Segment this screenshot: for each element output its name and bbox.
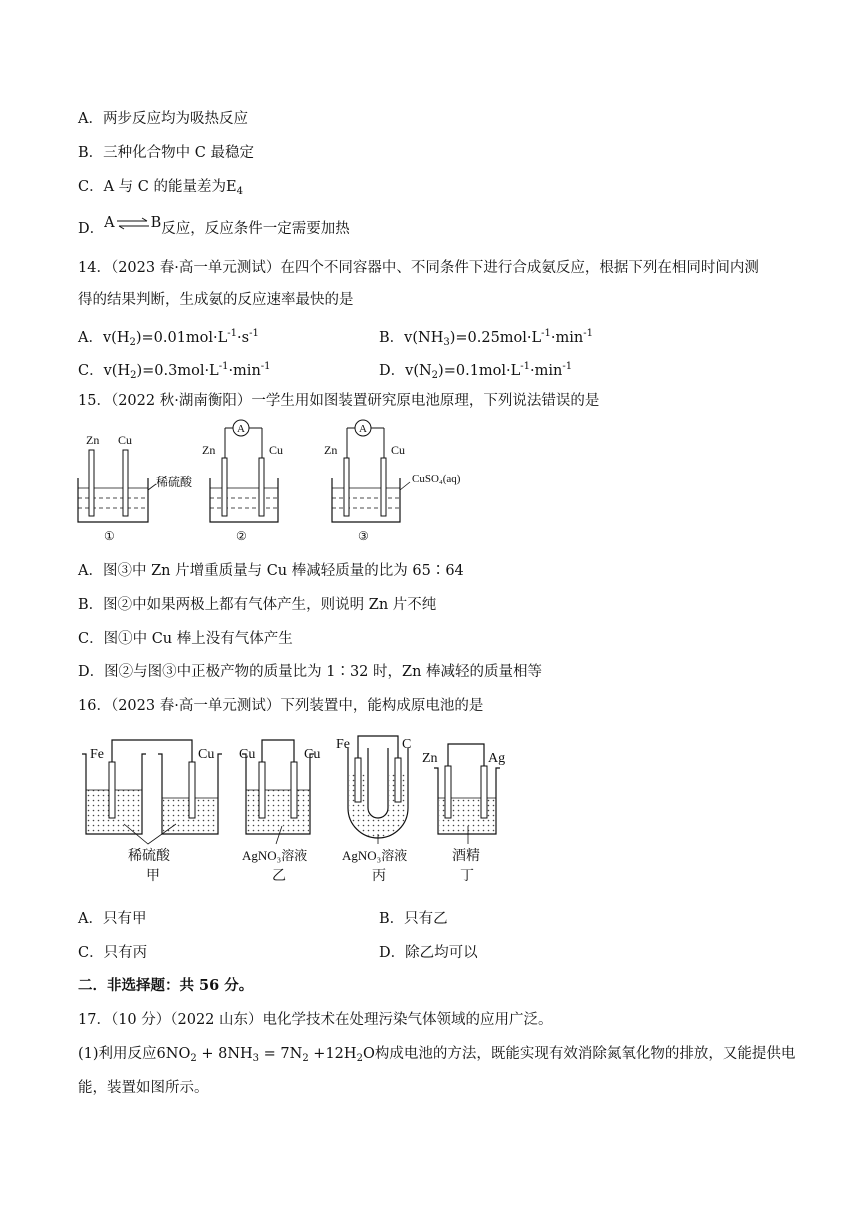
q17-part1-line1 bbox=[78, 1044, 795, 1069]
q16-bing-caption: 丙 bbox=[372, 869, 386, 884]
eq-term-a: 6NO bbox=[156, 1046, 191, 1062]
q13-option-c-text: C．A 与 C 的能量差为 bbox=[78, 179, 226, 195]
q14-b-mid2: ·min bbox=[550, 330, 584, 346]
eq-term-b: + 8NH bbox=[196, 1046, 253, 1062]
q16-bing-c-label: C bbox=[402, 737, 412, 752]
q16-jia-cu-label: Cu bbox=[198, 747, 215, 762]
q15-fig1-acid-label: 稀硫酸 bbox=[156, 475, 193, 489]
q14-option-c bbox=[78, 357, 271, 386]
q16-yi-cu-left-label: Cu bbox=[239, 747, 256, 762]
q13-option-a: A．两步反应均为吸热反应 bbox=[78, 111, 248, 127]
q15-figure bbox=[70, 418, 510, 548]
eq-term-b-sub: 3 bbox=[252, 1053, 260, 1064]
eq-term-a-sub: 2 bbox=[190, 1053, 197, 1064]
q14-d-sup2: -1 bbox=[562, 361, 573, 372]
q17-stem: 17．（10 分）（2022 山东）电化学技术在处理污染气体领域的应用广泛。 bbox=[78, 1012, 553, 1028]
q14-c-sup2: -1 bbox=[260, 361, 271, 372]
q16-option-c: C．只有丙 bbox=[78, 945, 148, 961]
q14-c-pre: C．v(H bbox=[78, 363, 131, 379]
q13-option-d-label: D． bbox=[78, 221, 105, 237]
q16-option-b: B．只有乙 bbox=[379, 911, 448, 927]
q16-option-d: D．除乙均可以 bbox=[379, 945, 478, 961]
q14-d-mid: )=0.1mol·L bbox=[438, 363, 521, 379]
eq-term-d-sub: 2 bbox=[356, 1053, 363, 1064]
q14-a-pre: A．v(H bbox=[78, 330, 130, 346]
section-heading: 二．非选择题：共 56 分。 bbox=[78, 977, 254, 994]
q16-stem: 16．（2023 春·高一单元测试）下列装置中，能构成原电池的是 bbox=[78, 698, 484, 714]
reversible-arrow-icon bbox=[115, 217, 151, 231]
q15-fig3-zn-label: Zn bbox=[324, 443, 338, 457]
eq-term-c-sub: 2 bbox=[302, 1053, 309, 1064]
q13-option-d-text: 反应，反应条件一定需要加热 bbox=[161, 221, 350, 237]
q15-option-a: A．图③中 Zn 片增重质量与 Cu 棒减轻质量的比为 65∶64 bbox=[78, 563, 464, 579]
q13-reversible-b: B bbox=[150, 215, 162, 231]
q14-b-sup1: -1 bbox=[541, 328, 551, 339]
q15-fig1-cu-label: Cu bbox=[118, 433, 133, 447]
q15-fig1-number: ① bbox=[104, 529, 115, 543]
q14-d-sup1: -1 bbox=[520, 361, 531, 372]
q14-stem-line1: 14．（2023 春·高一单元测试）在四个不同容器中、不同条件下进行合成氨反应，根据下列在相同时间内测 bbox=[78, 260, 759, 276]
q13-option-c bbox=[78, 177, 243, 202]
q15-fig3-ammeter-label: A bbox=[359, 423, 367, 435]
q14-c-sup1: -1 bbox=[218, 361, 229, 372]
q16-yi-cu-right-label: Cu bbox=[304, 747, 321, 762]
q15-fig2-zn-label: Zn bbox=[202, 443, 216, 457]
q14-a-mid: )=0.01mol·L bbox=[135, 330, 228, 346]
q14-a-sup1: -1 bbox=[227, 328, 238, 339]
q17-part1-suffix: 构成电池的方法，既能实现有效消除氮氧化物的排放，又能提供电 bbox=[374, 1046, 796, 1062]
q14-c-sub: 2 bbox=[130, 370, 137, 381]
q13-reversible-a: A bbox=[104, 215, 115, 231]
q16-bing-agno3-label: AgNO₃溶液 bbox=[342, 848, 408, 863]
eq-term-e: O bbox=[362, 1046, 375, 1062]
q14-stem-line2: 得的结果判断，生成氨的反应速率最快的是 bbox=[78, 292, 354, 308]
q14-a-sub: 2 bbox=[129, 337, 136, 348]
q16-bing-fe-label: Fe bbox=[336, 737, 350, 752]
q15-fig1-zn-label: Zn bbox=[86, 433, 100, 447]
eq-term-d: +12H bbox=[308, 1046, 357, 1062]
q14-b-pre: B．v(NH bbox=[379, 330, 444, 346]
q14-b-mid: )=0.25mol·L bbox=[449, 330, 542, 346]
q16-ding-ag-label: Ag bbox=[488, 751, 506, 766]
q15-stem: 15．（2022 秋·湖南衡阳）一学生用如图装置研究原电池原理，下列说法错误的是 bbox=[78, 393, 600, 409]
q16-jia-caption: 甲 bbox=[146, 869, 160, 884]
q14-option-d bbox=[379, 357, 572, 386]
q13-option-b: B．三种化合物中 C 最稳定 bbox=[78, 145, 254, 161]
q15-option-b: B．图②中如果两极上都有气体产生，则说明 Zn 片不纯 bbox=[78, 597, 437, 613]
q15-fig3-number: ③ bbox=[358, 529, 369, 543]
q15-option-d: D．图②与图③中正极产物的质量比为 1∶32 时，Zn 棒减轻的质量相等 bbox=[78, 664, 543, 680]
q16-option-a: A．只有甲 bbox=[78, 911, 147, 927]
q15-fig2-cu-label: Cu bbox=[269, 443, 284, 457]
q13-energy-subscript: 4 bbox=[236, 186, 243, 197]
q14-d-sub: 2 bbox=[431, 370, 439, 381]
q16-yi-caption: 乙 bbox=[272, 869, 286, 884]
q15-fig3-cu-label: Cu bbox=[391, 443, 406, 457]
q14-d-mid2: ·min bbox=[530, 363, 563, 379]
q15-fig3-cuso4-label: CuSO₄(aq) bbox=[412, 473, 461, 485]
q14-d-pre: D．v(N bbox=[379, 363, 432, 379]
q16-jia-fe-label: Fe bbox=[90, 747, 104, 762]
q15-fig2-number: ② bbox=[236, 529, 247, 543]
q13-option-d bbox=[78, 217, 350, 239]
q14-option-b bbox=[379, 324, 593, 353]
q16-ding-caption: 丁 bbox=[460, 869, 474, 884]
q14-b-sup2: -1 bbox=[583, 328, 594, 339]
q16-jia-acid-label: 稀硫酸 bbox=[128, 849, 170, 864]
q14-option-a bbox=[78, 324, 259, 353]
eq-term-c: = 7N bbox=[259, 1046, 303, 1062]
q16-ding-zn-label: Zn bbox=[422, 751, 438, 766]
q14-c-mid2: ·min bbox=[228, 363, 261, 379]
q15-fig2-ammeter-label: A bbox=[237, 423, 245, 435]
q17-part1-line2: 能，装置如图所示。 bbox=[78, 1080, 209, 1096]
q17-equation bbox=[157, 1046, 375, 1062]
q16-yi-agno3-label: AgNO₃溶液 bbox=[242, 848, 308, 863]
q15-option-c: C．图①中 Cu 棒上没有气体产生 bbox=[78, 631, 293, 647]
q16-ding-alcohol-label: 酒精 bbox=[452, 849, 480, 864]
q16-figure bbox=[76, 728, 536, 886]
q14-a-mid2: ·s bbox=[237, 330, 250, 346]
q14-c-mid: )=0.3mol·L bbox=[136, 363, 219, 379]
q17-part1-prefix: (1)利用反应 bbox=[78, 1046, 157, 1062]
q13-energy-symbol: E bbox=[226, 179, 237, 195]
q14-a-sup2: -1 bbox=[249, 328, 259, 339]
q14-b-sub: 3 bbox=[443, 337, 450, 348]
